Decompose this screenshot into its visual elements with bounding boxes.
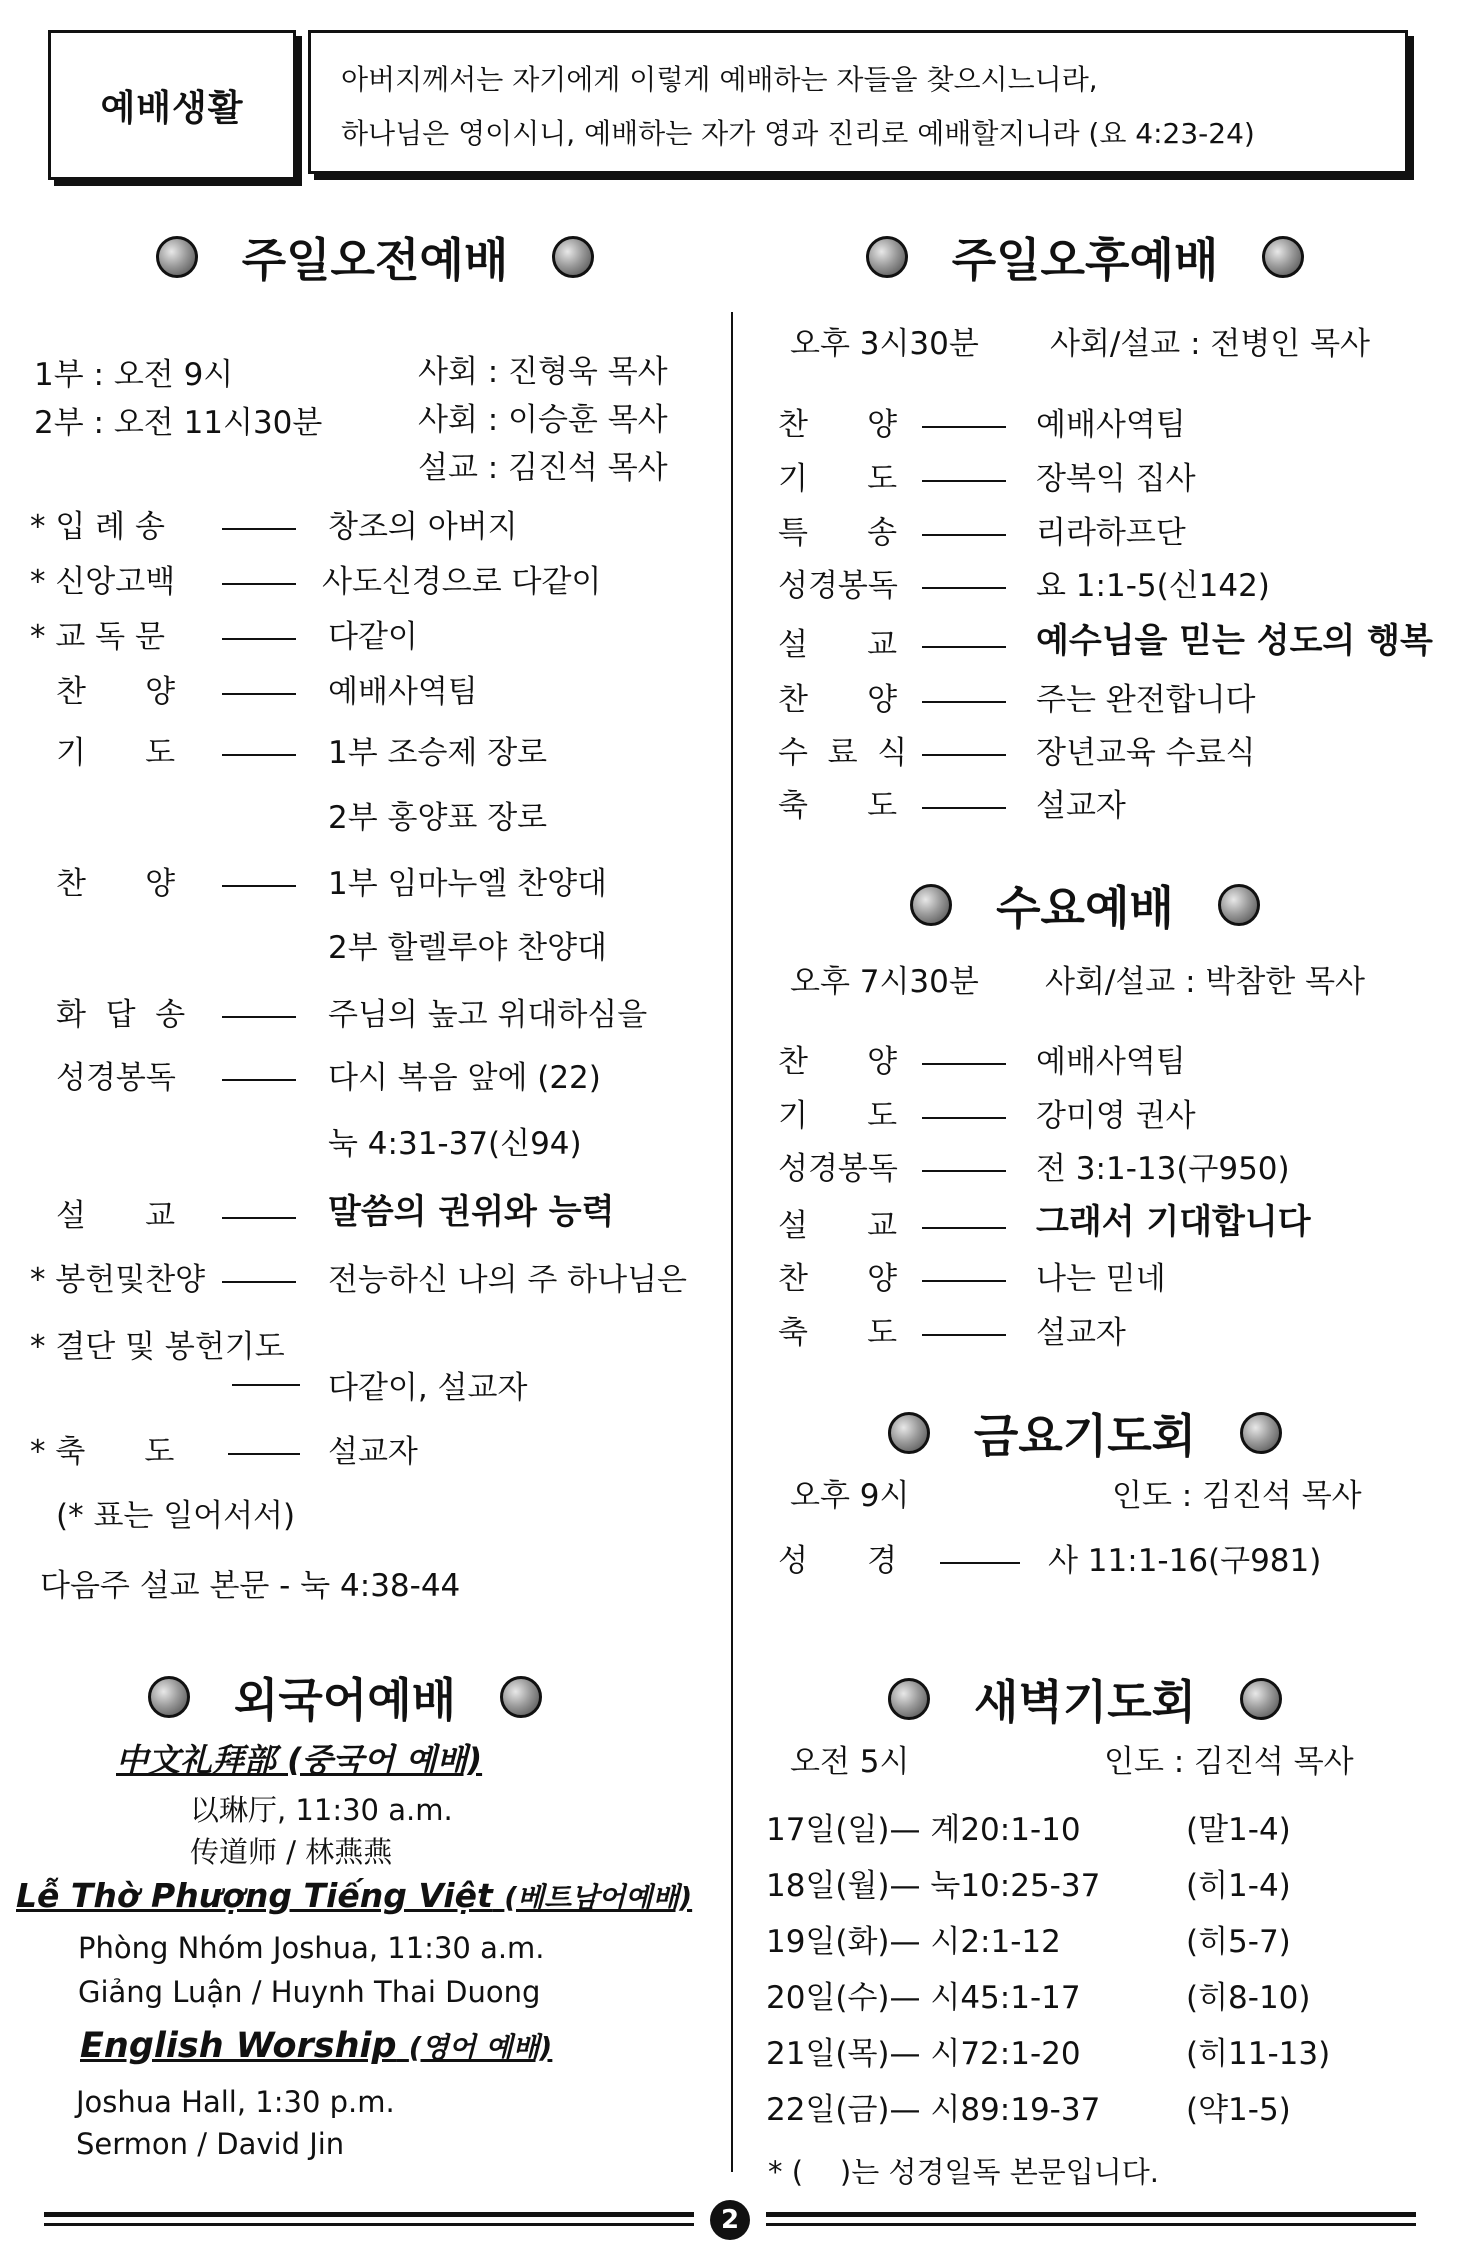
session-1: 1부 : 오전 9시	[34, 357, 234, 393]
item-label: 성경봉독	[778, 568, 898, 604]
dash-line	[922, 1170, 1006, 1172]
item-value: 1부 조승제 장로	[328, 735, 548, 771]
sermon-title: 말씀의 권위와 능력	[328, 1192, 615, 1232]
dash-line	[922, 1280, 1006, 1282]
item-value-2: 눅 4:31-37(신94)	[328, 1126, 582, 1162]
item-value-2: 2부 홍양표 장로	[328, 800, 548, 836]
dash-line	[922, 754, 1006, 756]
footer-rule-right	[766, 2212, 1416, 2226]
page-number: 2	[710, 2200, 750, 2240]
dawn-day: 20일(수)— 시45:1-17	[766, 1980, 1081, 2016]
dawn-day: 21일(목)— 시72:1-20	[766, 2036, 1081, 2072]
dawn-day: 22일(금)— 시89:19-37	[766, 2092, 1101, 2128]
item-label: * 교 독 문	[30, 619, 165, 655]
dawn-day: 19일(화)— 시2:1-12	[766, 1924, 1061, 1960]
item-label: 찬 양	[778, 1261, 898, 1297]
item-label: 찬 양	[778, 407, 898, 443]
morning-title: 주일오전예배	[241, 233, 509, 287]
item-value: 사도신경으로 다같이	[322, 564, 602, 600]
item-value: 창조의 아버지	[328, 509, 518, 545]
english-sub-text: (영어 예배)	[408, 2031, 553, 2064]
bullet-icon	[148, 1676, 190, 1718]
dash-line	[228, 1453, 300, 1455]
item-value-2: 2부 할렐루야 찬양대	[328, 930, 607, 966]
bullet-icon	[1262, 236, 1304, 278]
item-value: 설교자	[1036, 788, 1126, 824]
bullet-icon	[552, 236, 594, 278]
item-label: 성 경	[778, 1543, 898, 1579]
bullet-icon	[1240, 1412, 1282, 1454]
item-value: 예배사역팀	[1036, 407, 1186, 443]
section-title-foreign	[120, 1662, 570, 1732]
dash-line	[922, 1227, 1006, 1229]
dash-line	[922, 587, 1006, 589]
dash-line	[922, 426, 1006, 428]
afternoon-host: 사회/설교 : 전병인 목사	[1050, 326, 1370, 362]
item-value: 전능하신 나의 주 하나님은	[328, 1262, 687, 1298]
english-title-text: English Worship	[80, 2026, 397, 2066]
dash-line	[922, 534, 1006, 536]
bullet-icon	[1218, 884, 1260, 926]
item-label: 성경봉독	[56, 1060, 176, 1096]
item-label: 성경봉독	[778, 1151, 898, 1187]
bullet-icon	[910, 884, 952, 926]
dawn-reading: (약1-5)	[1186, 2092, 1291, 2128]
dash-line	[922, 480, 1006, 482]
friday-title: 금요기도회	[973, 1409, 1197, 1463]
item-label: 찬 양	[778, 682, 898, 718]
item-label: 기 도	[778, 461, 898, 497]
item-label: * 입 례 송	[30, 509, 165, 545]
english-line-2: Sermon / David Jin	[76, 2127, 345, 2161]
friday-time: 오후 9시	[790, 1478, 910, 1514]
dash-line	[222, 1016, 296, 1018]
item-label: 기 도	[56, 735, 176, 771]
item-value: 주님의 높고 위대하심을	[328, 997, 648, 1033]
item-value: 전 3:1-13(구950)	[1036, 1151, 1290, 1187]
dawn-day: 17일(일)— 계20:1-10	[766, 1812, 1081, 1848]
afternoon-title: 주일오후예배	[951, 233, 1219, 287]
dawn-reading: (히1-4)	[1186, 1868, 1291, 1904]
item-value: 장복익 집사	[1036, 461, 1196, 497]
english-line-1: Joshua Hall, 1:30 p.m.	[76, 2085, 395, 2119]
dawn-leader: 인도 : 김진석 목사	[1104, 1744, 1354, 1780]
dash-line	[222, 528, 296, 530]
bullet-icon	[1240, 1678, 1282, 1720]
bullet-icon	[500, 1676, 542, 1718]
item-label: 특 송	[778, 515, 898, 551]
item-label: 화 답 송	[56, 997, 186, 1033]
item-label: 축 도	[778, 1315, 898, 1351]
wednesday-time: 오후 7시30분	[790, 964, 979, 1000]
viet-line-1: Phòng Nhóm Joshua, 11:30 a.m.	[78, 1931, 545, 1965]
dash-line	[922, 646, 1006, 648]
item-value: 다시 복음 앞에 (22)	[328, 1060, 601, 1096]
viet-title-text: Lễ Thờ Phượng Tiếng Việt	[16, 1876, 493, 1915]
item-value: 리라하프단	[1036, 515, 1186, 551]
dash-line	[940, 1562, 1020, 1564]
chinese-line-1: 以琳厅, 11:30 a.m.	[190, 1793, 453, 1827]
dawn-day: 18일(월)— 눅10:25-37	[766, 1868, 1101, 1904]
item-value: 주는 완전합니다	[1036, 682, 1256, 718]
next-week-text: 다음주 설교 본문 - 눅 4:38-44	[40, 1568, 461, 1604]
header-verse-box	[308, 30, 1408, 174]
bullet-icon	[156, 236, 198, 278]
host-2: 사회 : 이승훈 목사	[418, 402, 668, 438]
dawn-time: 오전 5시	[790, 1744, 910, 1780]
bullet-icon	[888, 1412, 930, 1454]
dash-line	[922, 1117, 1006, 1119]
section-title-wednesday	[860, 870, 1310, 940]
item-label: * 결단 및 봉헌기도	[30, 1329, 285, 1365]
section-title-friday	[860, 1398, 1310, 1468]
item-label: 찬 양	[778, 1044, 898, 1080]
item-label: * 신앙고백	[30, 564, 176, 600]
standing-note: (* 표는 일어서서)	[56, 1498, 296, 1534]
dash-line	[222, 1217, 296, 1219]
dash-line	[232, 1384, 300, 1386]
item-value: 장년교육 수료식	[1036, 735, 1256, 771]
preacher: 설교 : 김진석 목사	[418, 450, 668, 486]
dawn-reading: (말1-4)	[1186, 1812, 1291, 1848]
viet-line-2: Giảng Luận / Huynh Thai Duong	[78, 1975, 541, 2009]
dash-line	[222, 693, 296, 695]
item-label: 기 도	[778, 1098, 898, 1134]
item-value: 1부 임마누엘 찬양대	[328, 866, 607, 902]
sermon-title: 그래서 기대합니다	[1036, 1202, 1311, 1242]
wednesday-title: 수요예배	[996, 881, 1174, 935]
item-value: 예배사역팀	[328, 674, 478, 710]
dash-line	[222, 583, 296, 585]
wednesday-host: 사회/설교 : 박참한 목사	[1045, 964, 1365, 1000]
item-value: 설교자	[1036, 1315, 1126, 1351]
dash-line	[222, 638, 296, 640]
foreign-title: 외국어예배	[233, 1673, 457, 1727]
host-1: 사회 : 진형욱 목사	[418, 354, 668, 390]
item-value: 다같이	[328, 619, 418, 655]
verse-line-2: 하나님은 영이시니, 예배하는 자가 영과 진리로 예배할지니라 (요 4:23-24)	[341, 117, 1255, 150]
session-2: 2부 : 오전 11시30분	[34, 405, 323, 441]
item-label: 찬 양	[56, 674, 176, 710]
afternoon-time: 오후 3시30분	[790, 326, 979, 362]
bullet-icon	[866, 236, 908, 278]
sermon-title: 예수님을 믿는 성도의 행복	[1036, 621, 1433, 661]
section-title-afternoon	[860, 222, 1310, 292]
item-value: 예배사역팀	[1036, 1044, 1186, 1080]
item-label: 설 교	[56, 1198, 176, 1234]
dash-line	[222, 885, 296, 887]
dash-line	[922, 1334, 1006, 1336]
dash-line	[222, 1281, 296, 1283]
item-value: 설교자	[328, 1434, 418, 1470]
dawn-title: 새벽기도회	[973, 1675, 1197, 1729]
item-label: 수 료 식	[778, 735, 908, 771]
chinese-service-title: 中文礼拜部 (중국어 예배)	[116, 1741, 483, 1779]
dawn-reading: (히11-13)	[1186, 2036, 1331, 2072]
dash-line	[222, 1079, 296, 1081]
dash-line	[922, 701, 1006, 703]
english-service-title	[80, 2026, 552, 2068]
dash-line	[922, 1063, 1006, 1065]
item-label: 축 도	[778, 788, 898, 824]
header-title: 예배생활	[100, 87, 244, 129]
item-label: * 봉헌및찬양	[30, 1262, 206, 1298]
viet-service-title	[16, 1876, 692, 1918]
header-title-box	[48, 30, 296, 180]
footer-rule-left	[44, 2212, 694, 2226]
item-value: 나는 믿네	[1036, 1261, 1166, 1297]
dash-line	[222, 754, 296, 756]
item-value: 요 1:1-5(신142)	[1036, 568, 1270, 604]
dawn-reading: (히8-10)	[1186, 1980, 1311, 2016]
viet-sub-text: (베트남어예배)	[504, 1881, 693, 1914]
item-label: * 축 도	[30, 1434, 175, 1470]
chinese-line-2: 传道师 / 林燕燕	[190, 1835, 393, 1869]
item-value: 사 11:1-16(구981)	[1048, 1543, 1322, 1579]
item-value: 강미영 권사	[1036, 1098, 1196, 1134]
column-divider	[731, 312, 733, 2172]
item-label: 설 교	[778, 1208, 898, 1244]
section-title-morning	[150, 222, 600, 292]
section-title-dawn	[860, 1664, 1310, 1734]
item-value: 다같이, 설교자	[328, 1370, 528, 1406]
verse-line-1: 아버지께서는 자기에게 이렇게 예배하는 자들을 찾으시느니라,	[341, 63, 1098, 96]
dash-line	[922, 807, 1006, 809]
bullet-icon	[888, 1678, 930, 1720]
item-label: 설 교	[778, 627, 898, 663]
dawn-note: * ( )는 성경일독 본문입니다.	[768, 2155, 1160, 2189]
item-label: 찬 양	[56, 866, 176, 902]
friday-leader: 인도 : 김진석 목사	[1112, 1478, 1362, 1514]
dawn-reading: (히5-7)	[1186, 1924, 1291, 1960]
